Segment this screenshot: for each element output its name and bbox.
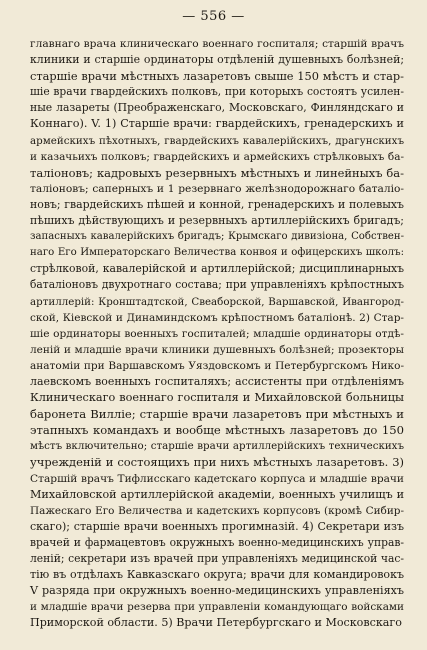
text-line: Коннаго). V. 1) Старшіе врачи: гвардейскихъ, гренадерскихъ и <box>30 117 404 131</box>
text-line: шіе ординаторы военныхъ госпиталей; младшіе ординаторы отдѣ- <box>30 327 404 340</box>
text-line: таліоновъ; кадровыхъ резервныхъ мѣстныхъ и линейныхъ ба- <box>30 165 404 180</box>
text-line: ные лазареты (Преображенскаго, Московскаго, Финляндскаго и <box>30 101 404 115</box>
text-line: старшіе врачи мѣстныхъ лазаретовъ свыше 150 мѣстъ и стар- <box>30 69 404 84</box>
page-number: — 556 — <box>182 9 245 24</box>
text-line: баталіоновъ двухротнаго состава; при управленіяхъ крѣпостныхъ <box>30 278 404 292</box>
text-line: пѣшихъ дѣйствующихъ и резервныхъ артиллерійскихъ бригадъ; <box>30 214 404 228</box>
text-line: и казачьихъ полковъ; гвардейскихъ и армейскихъ стрѣлковыхъ ба- <box>30 150 404 163</box>
text-line: артиллерій: Кронштадтской, Свеаборской, Варшавской, Ивангород- <box>30 295 404 308</box>
text-line: шіе врачи гвардейскихъ полковъ, при которыхъ состоятъ усилен- <box>30 85 404 99</box>
text-line: армейскихъ пѣхотныхъ, гвардейскихъ кавалерійскихъ, драгунскихъ <box>30 134 404 147</box>
text-line: тію въ отдѣлахъ Кавказскаго округа; врачи для командировокъ <box>30 568 404 582</box>
text-line: Клиническаго военнаго госпиталя и Михайловской больницы <box>30 391 404 405</box>
text-line: стрѣлковой, кавалерійской и артиллерійской; дисциплинарныхъ <box>30 262 404 276</box>
text-line: главнаго врача клиническаго военнаго госпиталя; старшій врачъ <box>30 37 404 50</box>
text-line: Пажескаго Его Величества и кадетскихъ корпусовъ (кромѣ Сибир- <box>30 504 404 517</box>
text-line: новъ; гвардейскихъ пѣшей и конной, гренадерскихъ и полевыхъ <box>30 197 404 211</box>
text-line: учрежденій и состоящихъ при нихъ мѣстныхъ лазаретовъ. 3) <box>30 455 404 470</box>
text-line: клиники и старшіе ординаторы отдѣленій душевныхъ болѣзней; <box>30 53 404 67</box>
text-line: запасныхъ кавалерійскихъ бригадъ; Крымскаго дивизіона, Собствен- <box>30 231 404 243</box>
text-line: скаго); старшіе врачи военныхъ прогимназій. 4) Секретари изъ <box>30 519 404 533</box>
text-line: врачей и фармацевтовъ окружныхъ военно-медицинскихъ управ- <box>30 535 404 549</box>
text-line: этапныхъ командахъ и вообще мѣстныхъ лазаретовъ до 150 <box>30 423 404 438</box>
text-line: Старшій врачъ Тифлисскаго кадетскаго корпуса и младшіе врачи <box>30 472 404 485</box>
text-line: анатоміи при Варшавскомъ Уяздовскомъ и Петербургскомъ Нико- <box>30 359 404 372</box>
text-line: баронета Вилліе; старшіе врачи лазаретовъ при мѣстныхъ и <box>30 407 404 422</box>
text-line: таліоновъ; саперныхъ и 1 резервнаго желѣзнодорожнаго баталіо- <box>30 181 404 195</box>
text-line: Приморской области. 5) Врачи Петербургскаго и Московскаго <box>30 616 402 630</box>
text-line: лаевскомъ военныхъ госпиталяхъ; ассистенты при отдѣленіямъ <box>30 374 404 388</box>
body-text <box>30 36 404 631</box>
text-line: леній; секретари изъ врачей при управленіяхъ медицинской час- <box>30 552 404 565</box>
text-line: и младшіе врачи резерва при управленіи командующаго войсками <box>30 601 404 614</box>
text-line: V разряда при окружныхъ военно-медицинскихъ управленіяхъ <box>30 584 404 598</box>
text-line: мѣстъ включительно; старшіе врачи артиллерійскихъ техническихъ <box>30 440 404 453</box>
text-line: наго Его Императорскаго Величества конвоя и офицерскихъ школъ: <box>30 247 404 259</box>
text-line: Михайловской артиллерійской академіи, военныхъ училищъ и <box>30 487 404 501</box>
text-line: ской, Кіевской и Динаминдскомъ крѣпостномъ баталіонѣ. 2) Стар- <box>30 311 404 324</box>
text-line: леній и младшіе врачи клиники душевныхъ болѣзней; прозекторы <box>30 343 404 356</box>
